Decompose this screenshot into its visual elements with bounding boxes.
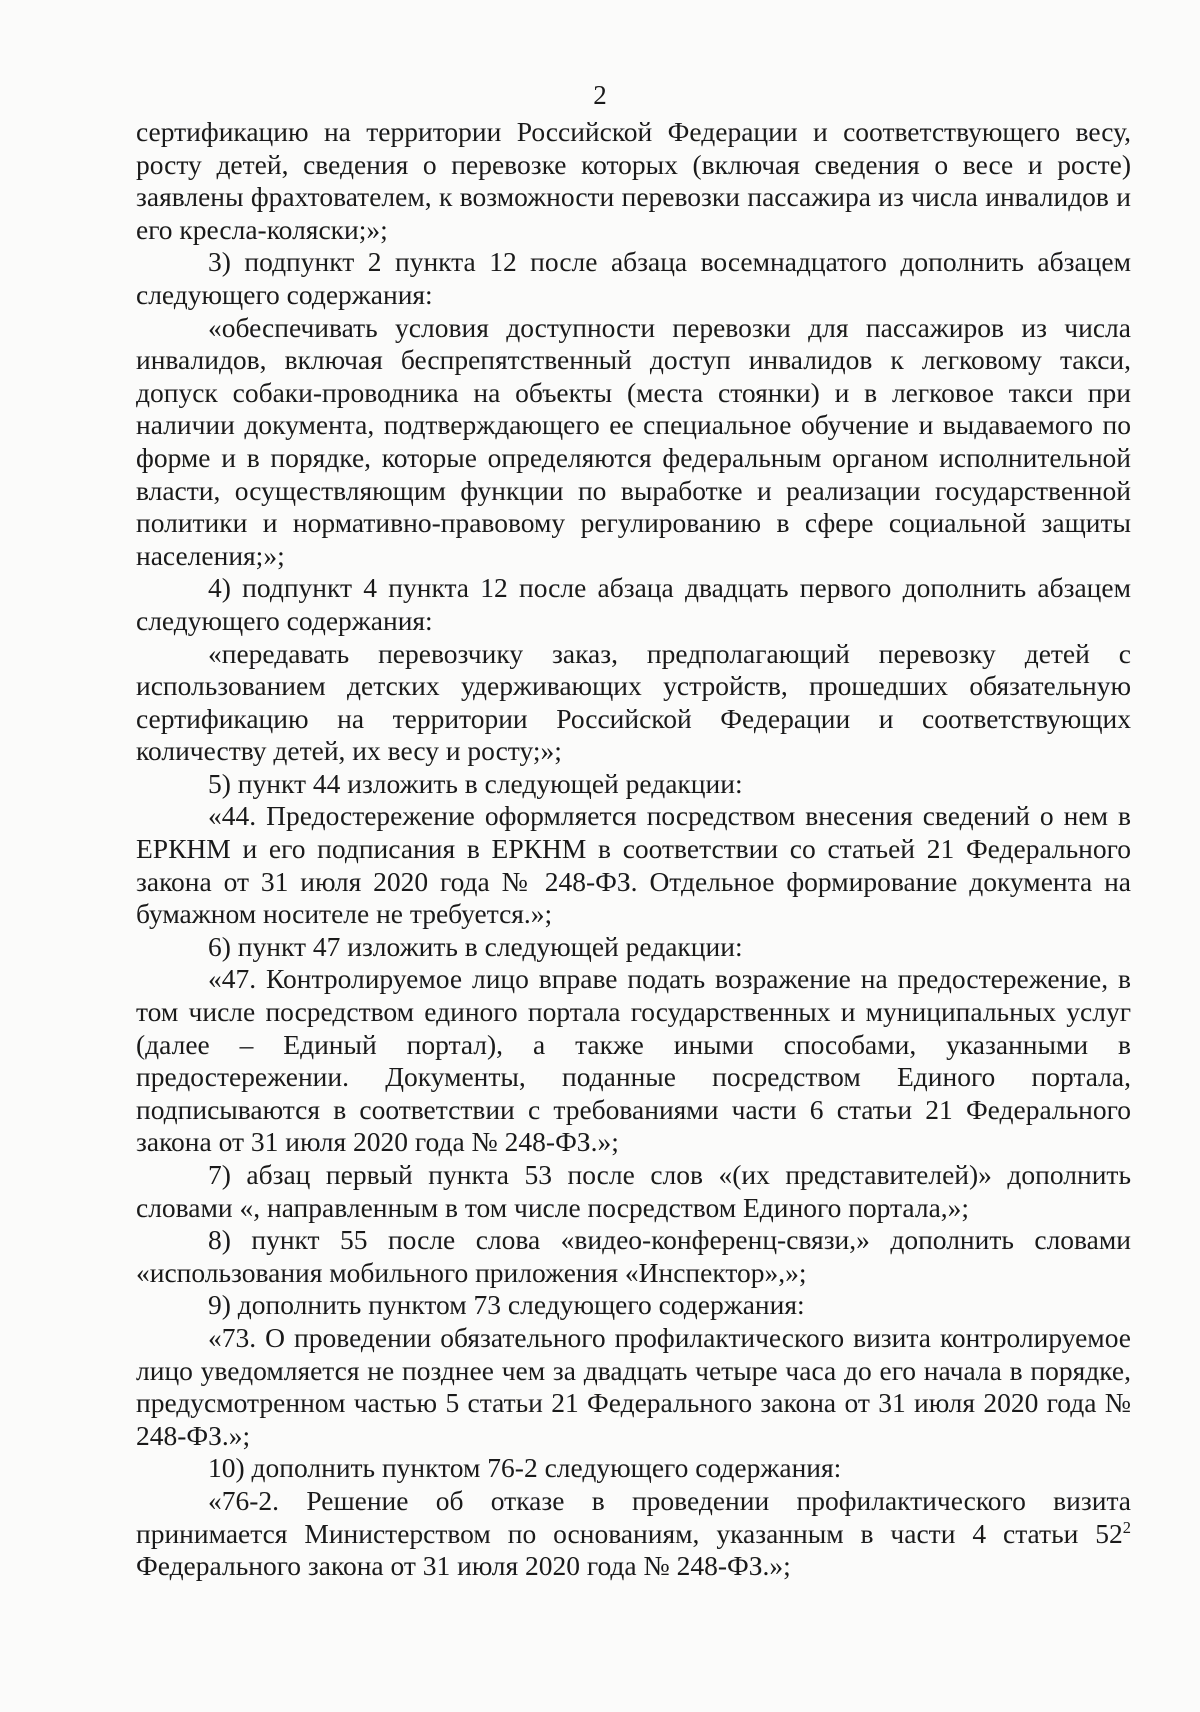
paragraph: сертификацию на территории Российской Федерации и соответствующего весу, росту детей, сведения о перевозке которых (включая сведения о весе и росте) заявлены фрахтователем, к возможности перевозки пассажира из числа инвалидов и его кресла-коляски;»; [136,116,1131,245]
paragraph: «обеспечивать условия доступности перевозки для пассажиров из числа инвалидов, включая беспрепятственный доступ инвалидов к легковому такси, допуск собаки-проводника на объекты (места стоянки) и в легковое такси при наличии документа, подтверждающего ее специальное обучение и выдаваемого по форме и в порядке, которые определяются федеральным органом исполнительной власти, осуществляющим функции по выработке и реализации государственной политики и нормативно-правовому регулированию в сфере социальной защиты населения;»; [136,311,1131,571]
paragraph-text: «76-2. Решение об отказе в проведении профилактического визита принимается Министерством по основаниям, указанным в части 4 статьи 52 [136,1484,1131,1549]
paragraph: «44. Предостережение оформляется посредством внесения сведений о нем в ЕРКНМ и его подписания в ЕРКНМ в соответствии со статьей 21 Федерального закона от 31 июля 2020 года № 248-ФЗ. Отдельное формирование документа на бумажном носителе не требуется.»; [136,800,1131,930]
paragraph: 6) пункт 47 изложить в следующей редакции: [208,930,743,962]
paragraph: «47. Контролируемое лицо вправе подать возражение на предостережение, в том числе посредством единого портала государственных и муниципальных услуг (далее – Единый портал), а также иными способами, указанными в предостережении. Документы, поданные посредством Единого портала, подписываются в соответствии с требованиями части 6 статьи 21 Федерального закона от 31 июля 2020 года № 248-ФЗ.»; [136,963,1131,1158]
paragraph-last [136,1485,1131,1583]
paragraph: 5) пункт 44 изложить в следующей редакции: [208,767,743,799]
paragraph: 8) пункт 55 после слова «видео-конференц-связи,» дополнить словами «использования мобильного приложения «Инспектор»,»; [136,1224,1131,1288]
paragraph: 10) дополнить пунктом 76-2 следующего содержания: [208,1452,842,1484]
paragraph: «передавать перевозчику заказ, предполагающий перевозку детей с использованием детских удерживающих устройств, прошедших обязательную сертификацию на территории Российской Федерации и соответствующих количеству детей, их весу и росту;»; [136,637,1131,767]
paragraph: 9) дополнить пунктом 73 следующего содержания: [208,1289,805,1321]
paragraph: 3) подпункт 2 пункта 12 после абзаца восемнадцатого дополнить абзацем следующего содержания: [136,246,1131,310]
paragraph: 7) абзац первый пункта 53 после слов «(их представителей)» дополнить словами «, направленным в том числе посредством Единого портала,»; [136,1159,1131,1223]
paragraph: «73. О проведении обязательного профилактического визита контролируемое лицо уведомляется не позднее чем за двадцать четыре часа до его начала в порядке, предусмотренном частью 5 статьи 21 Федерального закона от 31 июля 2020 года № 248-ФЗ.»; [136,1321,1131,1451]
superscript-index: 2 [1122,1517,1131,1537]
document-body [136,116,1131,1583]
paragraph-text: Федерального закона от 31 июля 2020 года № 248-ФЗ.»; [136,1550,791,1582]
paragraph: 4) подпункт 4 пункта 12 после абзаца двадцать первого дополнить абзацем следующего содержания: [136,572,1131,636]
page-number: 2 [593,80,607,110]
